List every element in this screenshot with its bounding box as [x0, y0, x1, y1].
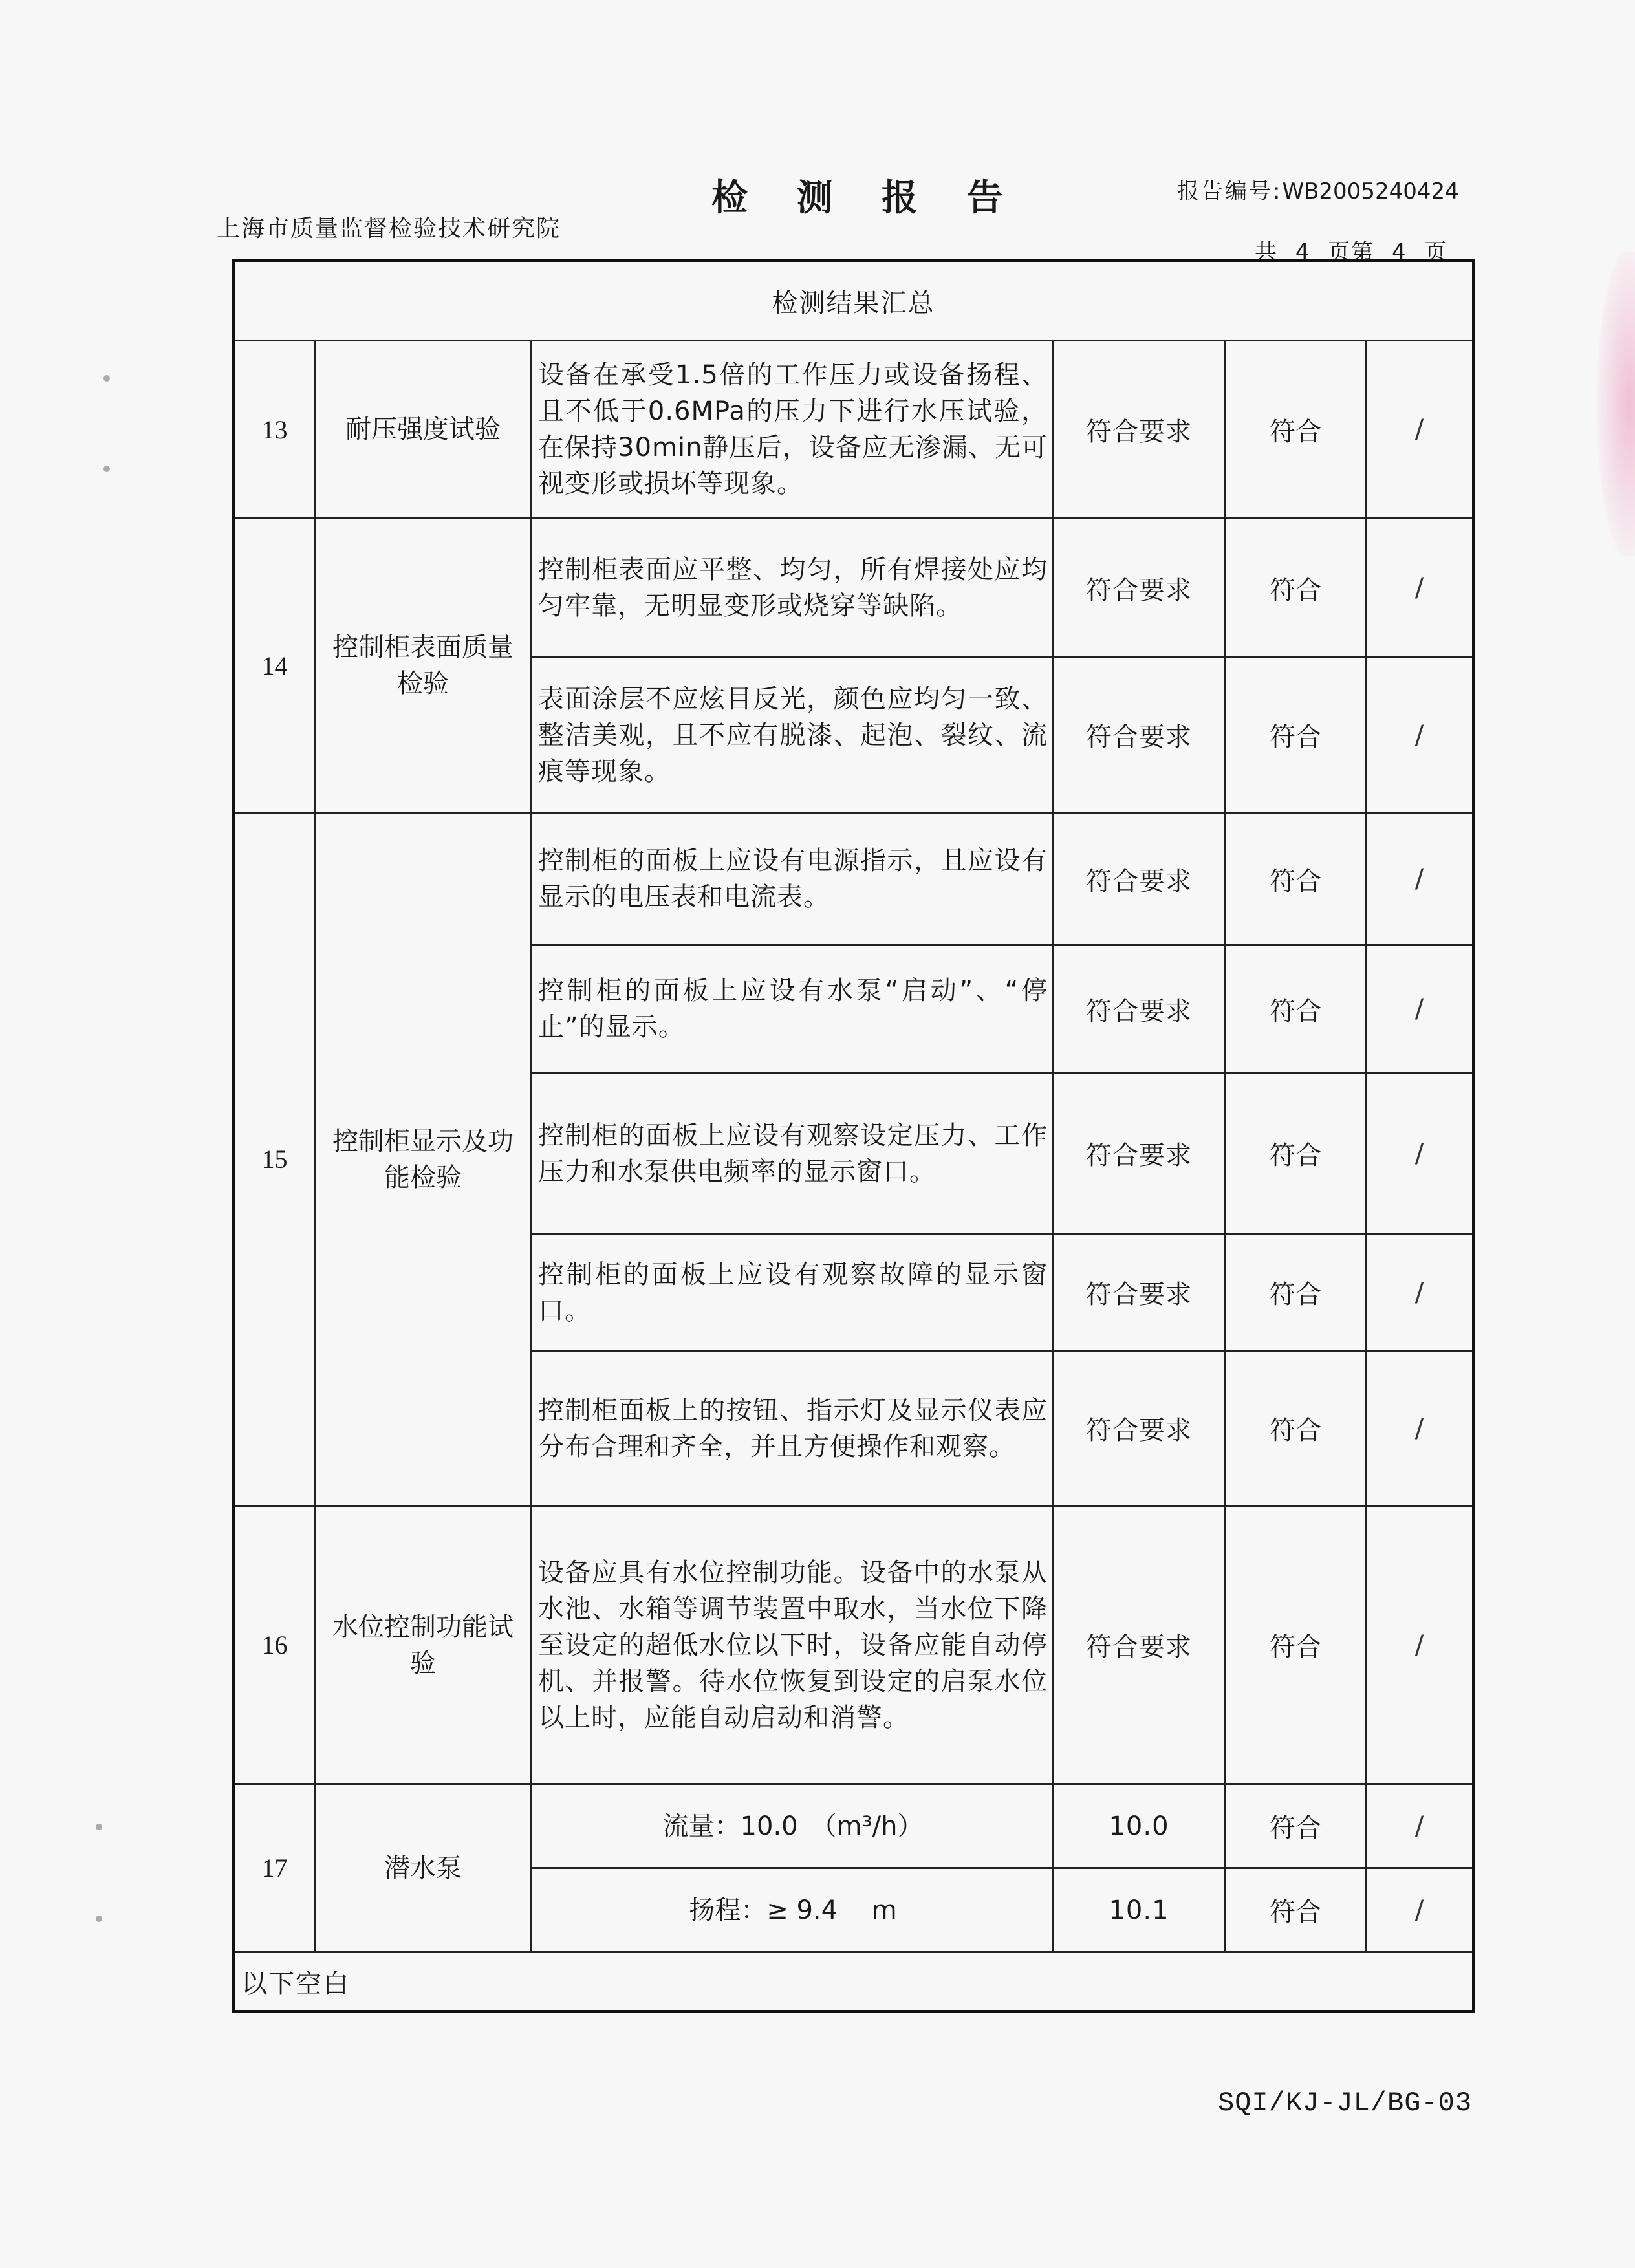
item-requirement: 控制柜面板上的按钮、指示灯及显示仪表应分布合理和齐全，并且方便操作和观察。 [531, 1351, 1053, 1506]
item-remark: / [1366, 1351, 1474, 1506]
item-name: 水位控制功能试验 [316, 1506, 531, 1784]
item-result: 符合 [1226, 1351, 1366, 1506]
item-measured-value: 符合要求 [1053, 1073, 1226, 1235]
item-measured-value: 符合要求 [1053, 945, 1226, 1073]
item-remark: / [1366, 1506, 1474, 1784]
item-number: 16 [233, 1506, 316, 1784]
seal-stamp [1597, 252, 1635, 556]
item-requirement: 控制柜的面板上应设有观察故障的显示窗口。 [531, 1235, 1053, 1351]
form-code: SQI/KJ-JL/BG-03 [1218, 2088, 1473, 2119]
report-number [1177, 173, 1459, 205]
item-result: 符合 [1226, 1073, 1366, 1235]
item-name: 控制柜表面质量检验 [316, 519, 531, 813]
item-name: 潜水泵 [316, 1784, 531, 1952]
punch-hole [103, 375, 110, 382]
item-number: 13 [233, 341, 316, 519]
punch-hole [96, 1916, 102, 1922]
item-remark: / [1366, 1784, 1474, 1868]
item-measured-value: 10.1 [1053, 1868, 1226, 1952]
item-result: 符合 [1226, 1506, 1366, 1784]
item-requirement: 设备应具有水位控制功能。设备中的水泵从水池、水箱等调节装置中取水，当水位下降至设定的超低水位以下时，设备应能自动停机、并报警。待水位恢复到设定的启泵水位以上时，应能自动启动和消警。 [531, 1506, 1053, 1784]
results-table [232, 259, 1475, 2013]
item-remark: / [1366, 658, 1474, 813]
item-requirement: 控制柜的面板上应设有水泵“启动”、“停止”的显示。 [531, 945, 1053, 1073]
item-remark: / [1366, 519, 1474, 658]
report-number-label: 报告编号: [1177, 178, 1283, 204]
item-requirement: 表面涂层不应炫目反光，颜色应均匀一致、整洁美观，且不应有脱漆、起泡、裂纹、流痕等现象。 [531, 658, 1053, 813]
item-number: 15 [233, 813, 316, 1506]
item-requirement: 流量：10.0 （m³/h） [531, 1784, 1053, 1868]
table-row [233, 519, 1474, 658]
page-indicator: 共 4 页第 4 页 [1255, 239, 1448, 265]
item-measured-value: 符合要求 [1053, 658, 1226, 813]
blank-note-row [233, 1952, 1474, 2012]
table-row [233, 1506, 1474, 1784]
item-measured-value: 符合要求 [1053, 1351, 1226, 1506]
item-result: 符合 [1226, 519, 1366, 658]
item-result: 符合 [1226, 1235, 1366, 1351]
item-result: 符合 [1226, 341, 1366, 519]
item-measured-value: 符合要求 [1053, 813, 1226, 945]
item-remark: / [1366, 341, 1474, 519]
item-remark: / [1366, 1235, 1474, 1351]
item-remark: / [1366, 945, 1474, 1073]
table-caption-row [233, 261, 1474, 341]
page-title: 检 测 报 告 [711, 177, 1021, 219]
item-remark: / [1366, 1073, 1474, 1235]
item-remark: / [1366, 1868, 1474, 1952]
item-requirement: 控制柜的面板上应设有观察设定压力、工作压力和水泵供电频率的显示窗口。 [531, 1073, 1053, 1235]
item-number: 14 [233, 519, 316, 813]
item-measured-value: 符合要求 [1053, 519, 1226, 658]
item-result: 符合 [1226, 658, 1366, 813]
item-requirement: 设备在承受1.5倍的工作压力或设备扬程、且不低于0.6MPa的压力下进行水压试验，在保持30min静压后，设备应无渗漏、无可视变形或损坏等现象。 [531, 341, 1053, 519]
item-requirement: 控制柜的面板上应设有电源指示，且应设有显示的电压表和电流表。 [531, 813, 1053, 945]
item-result: 符合 [1226, 1868, 1366, 1952]
punch-hole [103, 466, 110, 472]
table-row [233, 813, 1474, 945]
item-requirement: 扬程：≥ 9.4 m [531, 1868, 1053, 1952]
item-number: 17 [233, 1784, 316, 1952]
item-result: 符合 [1226, 813, 1366, 945]
table-caption: 检测结果汇总 [233, 261, 1474, 341]
item-measured-value: 符合要求 [1053, 1235, 1226, 1351]
blank-note: 以下空白 [233, 1952, 1474, 2012]
item-measured-value: 符合要求 [1053, 341, 1226, 519]
item-measured-value: 符合要求 [1053, 1506, 1226, 1784]
report-number-value: WB2005240424 [1282, 178, 1459, 204]
item-measured-value: 10.0 [1053, 1784, 1226, 1868]
item-name: 控制柜显示及功能检验 [316, 813, 531, 1506]
item-result: 符合 [1226, 1784, 1366, 1868]
item-result: 符合 [1226, 945, 1366, 1073]
table-row [233, 341, 1474, 519]
item-name: 耐压强度试验 [316, 341, 531, 519]
item-remark: / [1366, 813, 1474, 945]
punch-hole [96, 1824, 102, 1830]
table-row [233, 1784, 1474, 1868]
organization-name: 上海市质量监督检验技术研究院 [217, 215, 561, 242]
item-requirement: 控制柜表面应平整、均匀，所有焊接处应均匀牢靠，无明显变形或烧穿等缺陷。 [531, 519, 1053, 658]
